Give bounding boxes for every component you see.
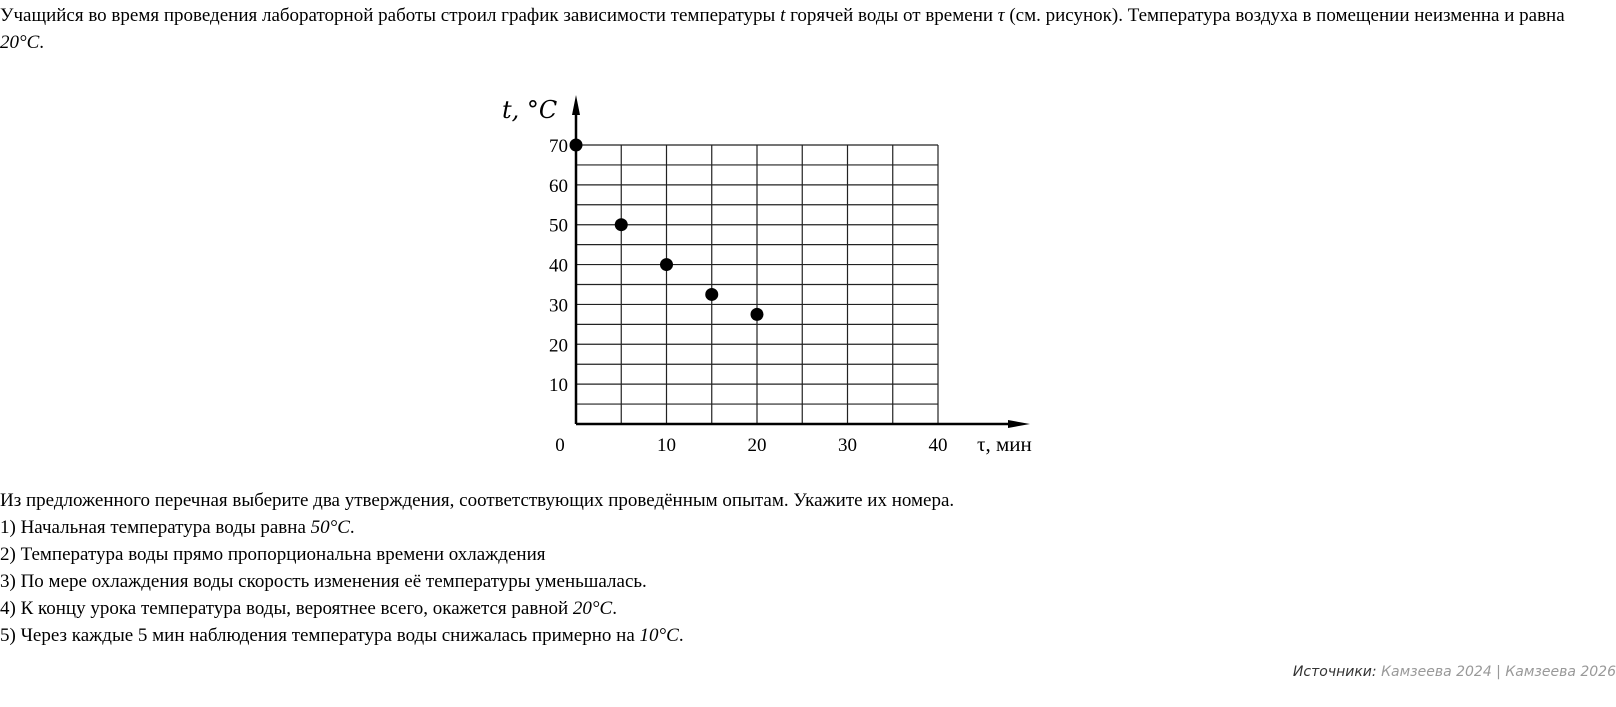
- question: [0, 487, 954, 649]
- source-line: [1293, 664, 1616, 680]
- y-axis-label: t, °C: [502, 96, 558, 124]
- x-tick-label: 30: [838, 435, 857, 456]
- y-tick-label: 50: [549, 215, 568, 237]
- y-tick-label: 40: [549, 255, 568, 277]
- x-tick-label: 0: [555, 435, 565, 456]
- x-tick-label: 20: [747, 435, 767, 456]
- y-tick-label: 60: [549, 175, 568, 197]
- problem-intro: Учащийся во время проведения лабораторной работы строил график зависимости температуры t горячей воды от времени τ (см. рисунок). Температура воздуха в помещении неизменна и равна 20°C.: [0, 5, 1565, 53]
- answer-option: 3) По мере охлаждения воды скорость изменения её температуры уменьшалась.: [0, 571, 647, 592]
- x-axis-label: τ, мин: [977, 432, 1032, 456]
- y-tick-label: 20: [549, 335, 568, 357]
- answer-option: 5) Через каждые 5 мин наблюдения температура воды снижалась примерно на 10°C.: [0, 625, 684, 646]
- y-axis-arrow: [572, 95, 580, 115]
- data-point: [570, 139, 583, 152]
- answer-option: 2) Температура воды прямо пропорциональна времени охлаждения: [0, 544, 546, 565]
- temperature-chart: [490, 85, 1070, 465]
- var-t: t: [780, 5, 786, 26]
- y-tick-label: 70: [549, 136, 568, 157]
- x-axis-arrow: [1008, 420, 1030, 428]
- source-label: Источники:: [1292, 664, 1377, 680]
- x-tick-label: 40: [928, 435, 948, 456]
- answer-option: 1) Начальная температура воды равна 50°C.: [0, 517, 355, 538]
- data-point: [660, 258, 673, 271]
- data-point: [705, 288, 718, 301]
- y-tick-label: 30: [549, 295, 568, 317]
- question-prompt: Из предложенного перечная выберите два утверждения, соответствующих проведённым опытам. Укажите их номера.: [0, 490, 955, 511]
- answer-option: 4) К концу урока температура воды, вероятнее всего, окажется равной 20°C.: [0, 598, 617, 619]
- y-tick-label: 10: [549, 375, 568, 397]
- var-tau: τ: [997, 5, 1005, 26]
- data-point: [751, 308, 764, 321]
- air-temperature: 20°C: [0, 32, 40, 53]
- data-point: [615, 218, 628, 231]
- x-tick-label: 10: [657, 435, 676, 456]
- source-links[interactable]: Камзеева 2024 | Камзеева 2026: [1381, 664, 1616, 680]
